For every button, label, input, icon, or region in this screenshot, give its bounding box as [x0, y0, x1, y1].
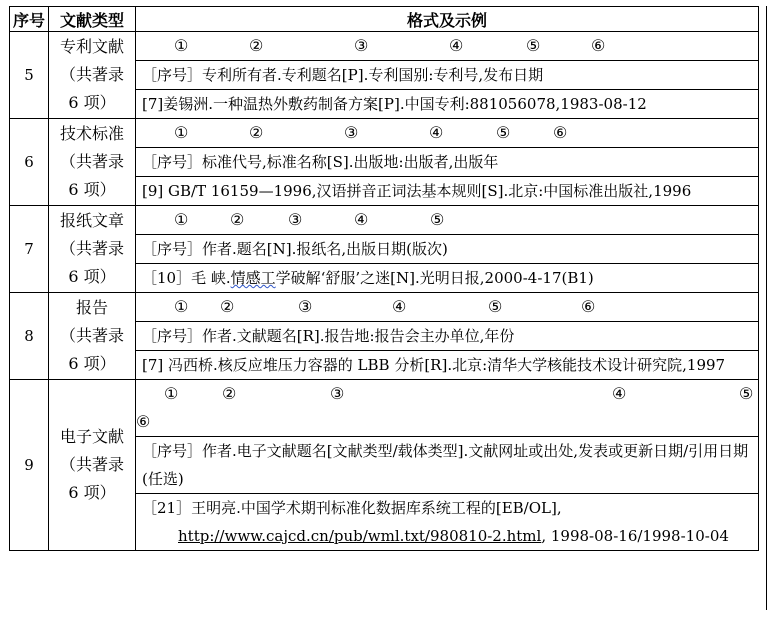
format-template: ［序号］作者.文献题名[R].报告地:报告会主办单位,年份 [136, 322, 759, 351]
field-number: ① [174, 210, 189, 229]
spellcheck-text: 情感工 [230, 269, 276, 287]
example-text: ［21］王明亮.中国学术期刊标准化数据库系统工程的[EB/OL], [142, 499, 562, 517]
type-line: 专利文献 [59, 37, 124, 56]
field-number: ② [249, 36, 264, 55]
row-type [49, 380, 136, 551]
field-number: ⑤ [430, 210, 445, 229]
field-number: ③ [344, 123, 359, 142]
field-number: ⑤ [739, 384, 754, 403]
field-number: ① [174, 297, 189, 316]
format-template: ［序号］作者.题名[N].报纸名,出版日期(版次) [136, 235, 759, 264]
example-dates: , 1998-08-16/1998-10-04 [541, 527, 729, 545]
table-row [10, 380, 759, 437]
row-type [49, 206, 136, 293]
field-number: ⑥ [136, 412, 151, 431]
type-line: 6 项） [68, 180, 116, 199]
field-number: ⑤ [526, 36, 541, 55]
field-number: ④ [354, 210, 369, 229]
field-number: ① [164, 384, 179, 403]
format-example: [7]姜锡洲.一种温热外敷药制备方案[P].中国专利:881056078,1983-08-12 [136, 90, 759, 119]
format-template: ［序号］作者.电子文献题名[文献类型/载体类型].文献网址或出处,发表或更新日期/引用日期(任选) [136, 437, 759, 494]
table-row [10, 206, 759, 235]
type-line: 6 项） [68, 267, 116, 286]
field-number: ⑥ [553, 123, 568, 142]
type-line: 技术标准 [59, 124, 124, 143]
field-number: ② [230, 210, 245, 229]
field-number: ④ [429, 123, 444, 142]
type-line: （共著录 [59, 65, 124, 84]
type-line: 报纸文章 [59, 211, 124, 230]
row-type [49, 119, 136, 206]
field-number: ③ [330, 384, 345, 403]
type-line: 报告 [75, 298, 108, 317]
field-number: ① [174, 36, 189, 55]
field-number: ② [222, 384, 237, 403]
example-text: 学破解‘舒服’之迷[N].光明日报,2000-4-17(B1) [275, 269, 594, 287]
field-number: ⑤ [488, 297, 503, 316]
field-number: ② [249, 123, 264, 142]
header-type: 文献类型 [49, 7, 136, 32]
field-number: ③ [288, 210, 303, 229]
format-template: ［序号］标准代号,标准名称[S].出版地:出版者,出版年 [136, 148, 759, 177]
format-example: [9] GB/T 16159—1996,汉语拼音正词法基本规则[S].北京:中国标准出版社,1996 [136, 177, 759, 206]
field-number: ④ [449, 36, 464, 55]
format-example [136, 264, 759, 293]
format-template: ［序号］专利所有者.专利题名[P].专利国别:专利号,发布日期 [136, 61, 759, 90]
table-row [10, 293, 759, 322]
type-line: （共著录 [59, 152, 124, 171]
field-number: ③ [298, 297, 313, 316]
field-number: ③ [354, 36, 369, 55]
row-seq: 7 [10, 206, 49, 293]
row-seq: 9 [10, 380, 49, 551]
field-number: ⑤ [496, 123, 511, 142]
field-number: ⑥ [581, 297, 596, 316]
citation-format-table [9, 6, 759, 551]
header-format: 格式及示例 [136, 7, 759, 32]
row-seq: 6 [10, 119, 49, 206]
example-url-line [142, 522, 758, 550]
field-number: ② [220, 297, 235, 316]
field-numbers [136, 293, 759, 322]
example-url[interactable]: http://www.cajcd.cn/pub/wml.txt/980810-2.html [178, 527, 542, 545]
type-line: （共著录 [59, 326, 124, 345]
type-line: 电子文献 [59, 427, 124, 446]
field-numbers [136, 32, 759, 61]
type-line: 6 项） [68, 93, 116, 112]
row-seq: 5 [10, 32, 49, 119]
table-row [10, 32, 759, 61]
outer-column-line [766, 6, 767, 610]
field-numbers [136, 119, 759, 148]
type-line: 6 项） [68, 483, 116, 502]
field-number: ④ [612, 384, 627, 403]
example-text: ［10］毛 峡. [142, 269, 231, 287]
table-header-row [10, 7, 759, 32]
row-seq: 8 [10, 293, 49, 380]
row-type [49, 293, 136, 380]
field-numbers [136, 206, 759, 235]
format-example [136, 494, 759, 551]
field-number: ④ [392, 297, 407, 316]
table-row [10, 119, 759, 148]
field-number: ① [174, 123, 189, 142]
type-line: 6 项） [68, 354, 116, 373]
type-line: （共著录 [59, 455, 124, 474]
field-numbers [136, 380, 759, 437]
header-seq: 序号 [10, 7, 49, 32]
row-type [49, 32, 136, 119]
format-example: [7] 冯西桥.核反应堆压力容器的 LBB 分析[R].北京:清华大学核能技术设计研究院,1997 [136, 351, 759, 380]
field-number: ⑥ [591, 36, 606, 55]
type-line: （共著录 [59, 239, 124, 258]
